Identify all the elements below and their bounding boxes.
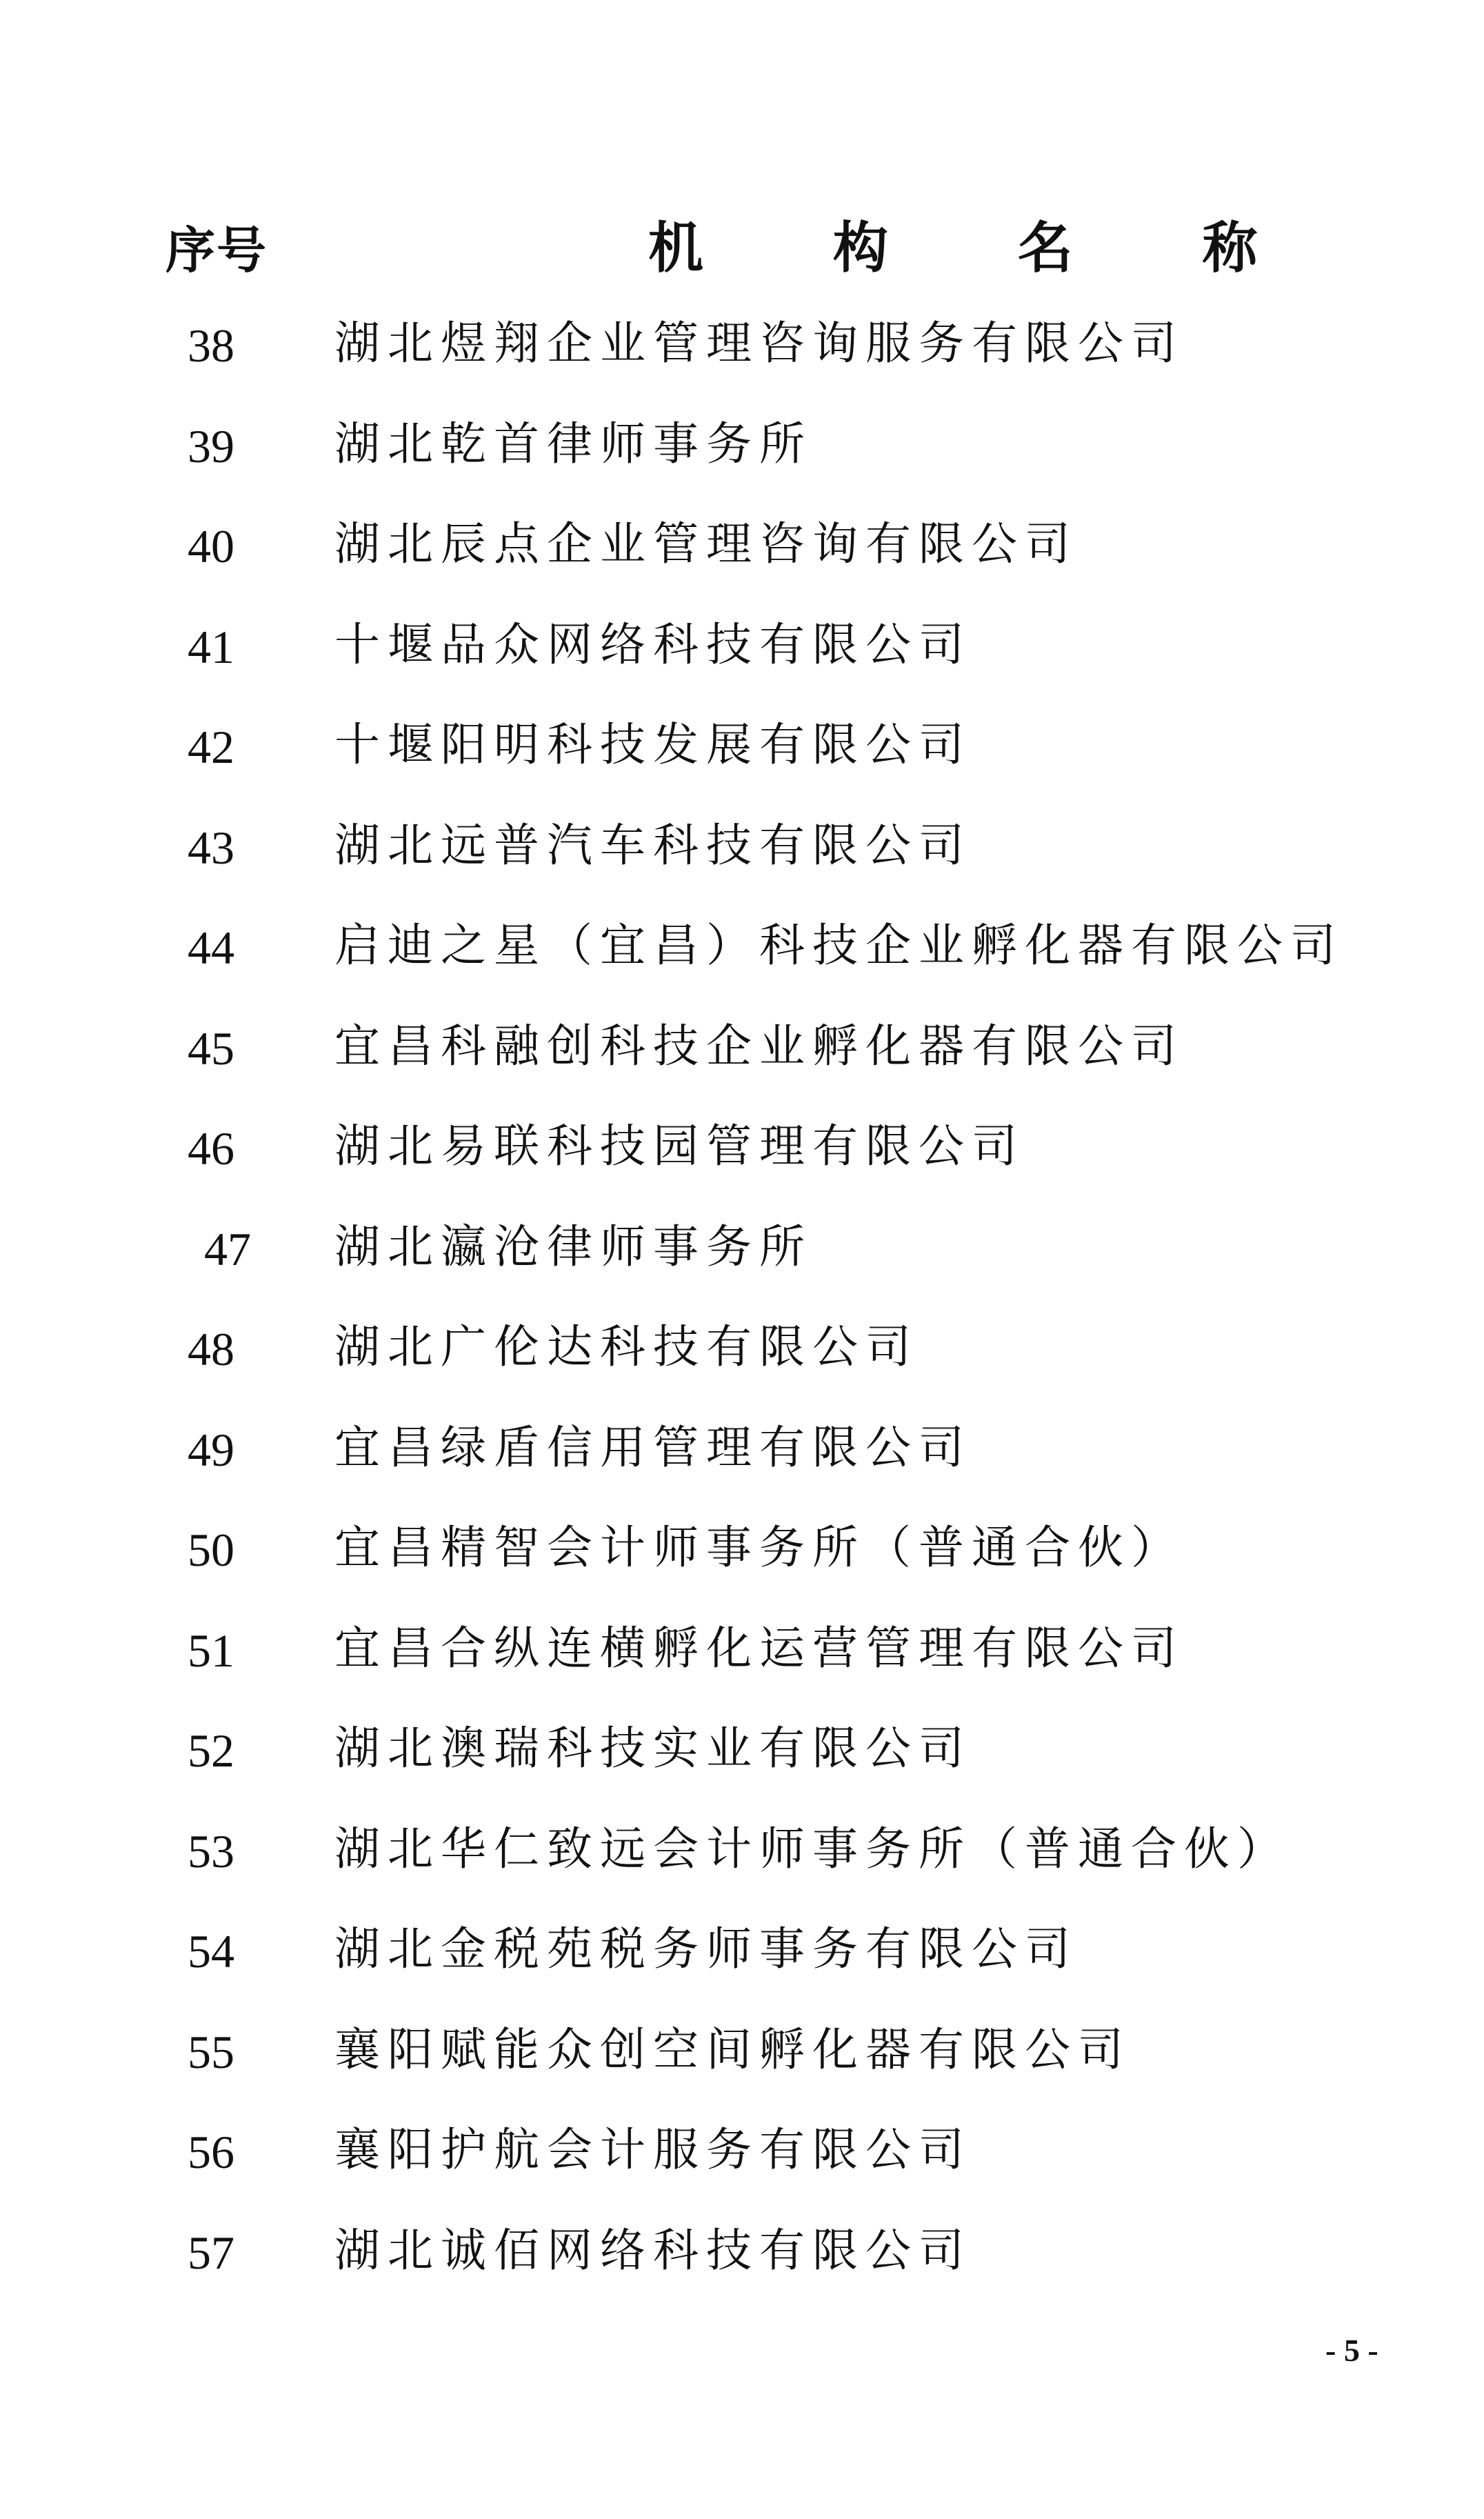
organization-name: 湖北广伦达科技有限公司 <box>334 1320 919 1373</box>
row-number: 56 <box>188 2126 234 2178</box>
organization-name: 宜昌科融创科技企业孵化器有限公司 <box>334 1019 1184 1073</box>
table-row <box>0 705 1484 806</box>
column-header-name: 机 构 名 称 <box>648 216 1313 280</box>
row-number: 43 <box>188 821 234 874</box>
organization-name: 湖北煜翔企业管理咨询服务有限公司 <box>334 317 1184 370</box>
organization-name: 湖北瀛沧律师事务所 <box>334 1219 812 1273</box>
row-number: 52 <box>188 1724 234 1777</box>
column-header-seq: 序号 <box>166 221 268 279</box>
row-number: 44 <box>188 922 234 974</box>
row-number: 46 <box>188 1122 234 1175</box>
organization-name: 宜昌合纵连横孵化运营管理有限公司 <box>334 1621 1184 1675</box>
table-row <box>0 906 1484 1006</box>
table-row <box>0 605 1484 706</box>
table-row <box>0 1508 1484 1609</box>
page-number: - 5 - <box>1325 2333 1378 2368</box>
organization-name: 襄阳护航会计服务有限公司 <box>334 2123 972 2176</box>
row-number: 53 <box>188 1824 234 1878</box>
organization-name: 十堰阳明科技发展有限公司 <box>334 718 972 771</box>
table-row <box>0 1307 1484 1408</box>
organization-name: 湖北澳瑞科技实业有限公司 <box>334 1722 972 1775</box>
row-number: 51 <box>188 1624 234 1677</box>
organization-name: 宜昌精智会计师事务所（普通合伙） <box>334 1521 1184 1574</box>
row-number: 41 <box>188 620 234 673</box>
table-row <box>0 1909 1484 2010</box>
table-row <box>0 504 1484 605</box>
table-row <box>0 1709 1484 1809</box>
table-row <box>0 2110 1484 2211</box>
organization-name: 湖北华仁致远会计师事务所（普通合伙） <box>334 1822 1290 1875</box>
table-row <box>0 1106 1484 1207</box>
row-number: 55 <box>188 2025 234 2078</box>
organization-name: 襄阳赋能众创空间孵化器有限公司 <box>334 2022 1131 2076</box>
row-number: 57 <box>188 2226 234 2279</box>
row-number: 39 <box>188 419 234 472</box>
row-number: 42 <box>188 721 234 773</box>
organization-name: 十堰品众网络科技有限公司 <box>334 617 972 671</box>
table-row <box>0 404 1484 505</box>
organization-name: 启迪之星（宜昌）科技企业孵化器有限公司 <box>334 919 1343 972</box>
organization-name: 宜昌绿盾信用管理有限公司 <box>334 1420 972 1474</box>
row-number: 38 <box>188 319 234 372</box>
row-number: 47 <box>204 1222 251 1275</box>
table-row <box>0 1207 1484 1308</box>
row-number: 48 <box>188 1323 234 1375</box>
table-row <box>0 2211 1484 2311</box>
organization-name: 湖北辰点企业管理咨询有限公司 <box>334 517 1078 570</box>
organization-name: 湖北易联科技园管理有限公司 <box>334 1119 1025 1173</box>
organization-name: 湖北乾首律师事务所 <box>334 417 812 470</box>
row-number: 49 <box>188 1423 234 1476</box>
table-row <box>0 2010 1484 2111</box>
row-number: 54 <box>188 1925 234 1978</box>
table-row <box>0 1609 1484 1709</box>
organization-list <box>0 303 1484 2311</box>
row-number: 45 <box>188 1022 234 1075</box>
organization-name: 湖北金税苑税务师事务有限公司 <box>334 1922 1078 1975</box>
row-number: 40 <box>188 520 234 572</box>
table-row <box>0 1408 1484 1509</box>
organization-name: 湖北诚佰网络科技有限公司 <box>334 2223 972 2277</box>
table-row <box>0 1006 1484 1107</box>
table-row <box>0 303 1484 404</box>
table-row <box>0 1809 1484 1910</box>
organization-name: 湖北远普汽车科技有限公司 <box>334 818 972 872</box>
table-row <box>0 806 1484 906</box>
row-number: 50 <box>188 1524 234 1576</box>
